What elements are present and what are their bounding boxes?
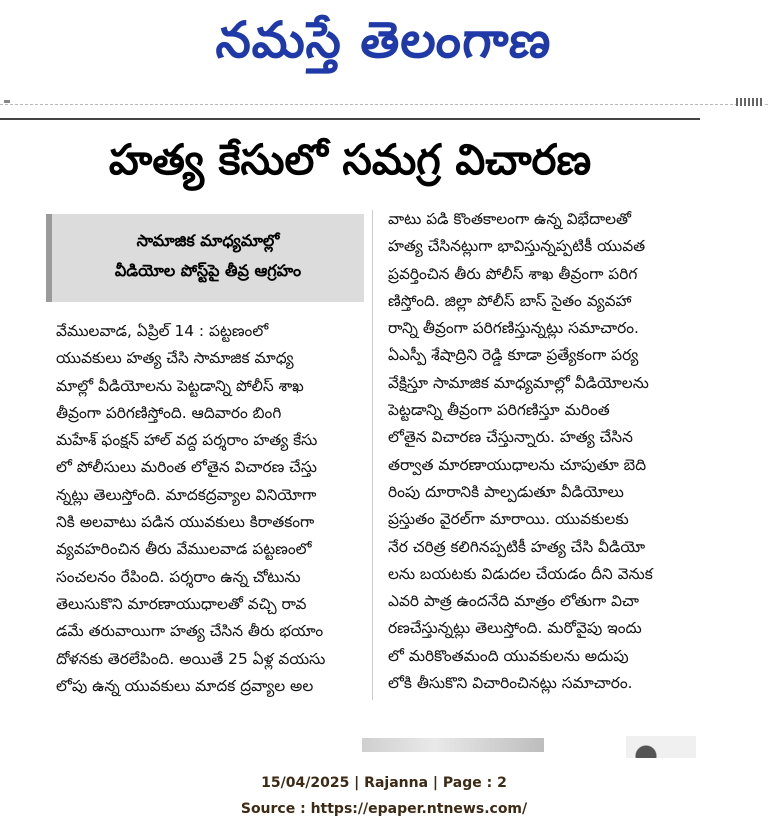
article-text-line: లను బయటకు విడుదల చేయడం దీని వెనుక xyxy=(388,564,653,583)
article-text-line: వేములవాడ, ఏప్రిల్ 14 : పట్టణంలో xyxy=(56,322,269,340)
article-text-line: వాటు పడి కొంతకాలంగా ఉన్న విభేదాలతో xyxy=(388,210,632,228)
column-divider xyxy=(372,210,373,700)
article-text-line: హత్య చేసినట్లుగా భావిస్తున్నప్పటికీ యువత xyxy=(388,237,646,256)
article-text-line: ణిస్తోంది. జిల్లా పోలీస్ బాస్ సైతం వ్యవహా xyxy=(388,291,632,310)
article-text-line: తర్వాత మారణాయుధాలను చూపుతూ బెది xyxy=(388,455,647,474)
page-marker-left xyxy=(4,100,10,103)
article-text-line: మాల్లో వీడియోలను పెట్టడాన్ని పోలీస్ శాఖ xyxy=(56,376,304,395)
article-text-line: డమే తరువాయిగా హత్య చేసిన తీరు భయాం xyxy=(56,622,324,641)
cropped-photo-fragment xyxy=(626,736,696,758)
article-text-line: లో మరికొంతమంది యువకులను అదుపు xyxy=(388,646,629,665)
article-text-line: నికి అలవాటు పడిన యువకులు కిరాతకంగా xyxy=(56,513,315,532)
article-text-line: పెట్టడాన్ని తీవ్రంగా పరిగణిస్తూ మరింత xyxy=(388,401,610,420)
article-text-line: రణచేస్తున్నట్లు తెలుస్తోంది. మరోవైపు ఇందు xyxy=(388,619,642,638)
article-text-line: తెలుసుకొని మారణాయుధాలతో వచ్చి రావ xyxy=(56,594,307,613)
article-text-line: తీవ్రంగా పరిగణిస్తోంది. ఆదివారం బింగి xyxy=(56,403,282,422)
article-text-line: వేక్షిస్తూ సామాజిక మాధ్యమాల్లో వీడియోలను xyxy=(388,373,649,392)
source-footer xyxy=(0,770,768,822)
left-column xyxy=(56,318,356,700)
article-text-line: వ్యవహరించిన తీరు వేములవాడ పట్టణంలో xyxy=(56,540,312,559)
subhead-line-1: సామాజిక మాధ్యమాల్లో xyxy=(136,231,280,250)
subhead-line-2: వీడియోల పోస్ట్‌పై తీవ్ర ఆగ్రహం xyxy=(114,261,302,280)
cropped-image-fragment xyxy=(362,738,544,752)
article-text-line: దోళనకు తెరలేపింది. అయితే 25 ఏళ్ల వయసు xyxy=(56,649,326,668)
article-text-line: రింపు దూరానికి పాల్పడుతూ వీడియోలు xyxy=(388,482,624,501)
article-text-line: యువకులు హత్య చేసి సామాజిక మాధ్య xyxy=(56,349,294,368)
article-subheadline xyxy=(46,214,364,302)
article-text-line: లోతైన విచారణ చేస్తున్నారు. హత్య చేసిన xyxy=(388,428,633,447)
article-text-line: నేర చరిత్ర కలిగినప్పటికీ హత్య చేసి వీడియో xyxy=(388,537,646,556)
source-url: Source : https://epaper.ntnews.com/ xyxy=(240,801,528,817)
newspaper-logo: నమస్తే తెలంగాణ xyxy=(214,11,554,69)
header-divider xyxy=(0,104,768,105)
masthead xyxy=(0,0,768,92)
article-clipping xyxy=(0,118,700,722)
article-text-line: ప్రస్తుతం వైరల్‌గా మారాయి. యువకులకు xyxy=(388,510,629,529)
article-text-line: న్నట్లు తెలుస్తోంది. మాదకద్రవ్యాల వినియోగా xyxy=(56,485,317,504)
page-marker-right xyxy=(736,98,764,106)
article-text-line: రాన్ని తీవ్రంగా పరిగణిస్తున్నట్లు సమాచారం. xyxy=(388,319,639,338)
article-text-line: సంచలనం రేపింది. పర్శరాం ఉన్న చోటును xyxy=(56,567,301,586)
date-edition-page: 15/04/2025 | Rajanna | Page : 2 xyxy=(261,775,507,791)
article-text-line: లోపు ఉన్న యువకులు మాదక ద్రవ్యాల అల xyxy=(56,676,314,695)
article-text-line: మహేశ్ ఫంక్షన్ హాల్ వద్ద పర్శరాం హత్య కేసు xyxy=(56,431,318,450)
article-text-line: ప్రవర్తించిన తీరు పోలీస్ శాఖ తీవ్రంగా పరిగ xyxy=(388,264,638,283)
next-article-fragment xyxy=(0,716,768,758)
right-column xyxy=(388,206,700,697)
article-text-line: లో పోలీసులు మరింత లోతైన విచారణ చేస్తు xyxy=(56,458,317,477)
article-text-line: ఏఎస్పీ శేషాద్రిని రెడ్డి కూడా ప్రత్యేకంగా పర్య xyxy=(388,346,639,365)
article-text-line: లోకి తీసుకొని విచారించినట్లు సమాచారం. xyxy=(388,674,633,693)
article-headline: హత్య కేసులో సమగ్ర విచారణ xyxy=(108,135,592,184)
article-text-line: ఎవరి పాత్ర ఉందనేది మాత్రం లోతుగా విచా xyxy=(388,592,639,611)
